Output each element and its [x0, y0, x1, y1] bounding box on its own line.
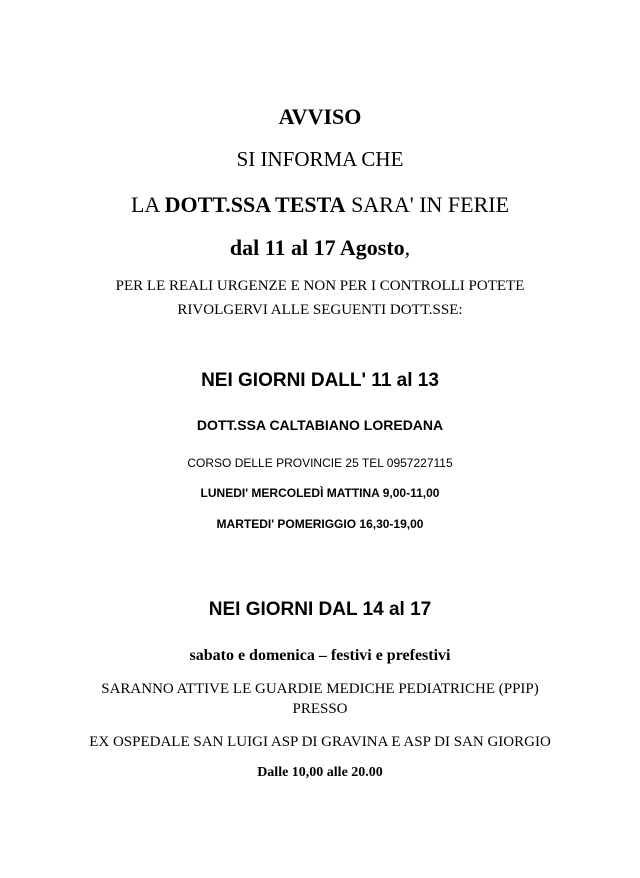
notice-line-inform: SI INFORMA CHE	[236, 147, 404, 171]
section2-info-line-2: PRESSO	[292, 701, 348, 717]
doctor-name: DOTT.SSA TESTA	[164, 192, 346, 217]
line-prefix: LA	[130, 192, 165, 217]
vacation-dates	[0, 235, 640, 261]
section2-hours: Dalle 10,00 alle 20.00	[257, 765, 383, 780]
section1-heading: NEI GIORNI DALL' 11 al 13	[201, 370, 439, 391]
section1-hours-1: LUNEDI' MERCOLEDÌ MATTINA 9,00-11,00	[200, 486, 440, 500]
notice-line-doctor-vacation	[0, 192, 640, 218]
intro-line-1: PER LE REALI URGENZE E NON PER I CONTROLLI POTETE	[115, 278, 525, 294]
vacation-dates-text: dal 11 al 17 Agosto	[229, 235, 405, 260]
section2-heading: NEI GIORNI DAL 14 al 17	[208, 599, 432, 620]
section2-location: EX OSPEDALE SAN LUIGI ASP DI GRAVINA E ASP DI SAN GIORGIO	[89, 734, 551, 750]
section1-doctor: DOTT.SSA CALTABIANO LOREDANA	[196, 417, 444, 433]
section2-days: sabato e domenica – festivi e prefestivi	[189, 647, 451, 664]
intro-line-2: RIVOLGERVI ALLE SEGUENTI DOTT.SSE:	[177, 302, 463, 318]
section1-address: CORSO DELLE PROVINCIE 25 TEL 0957227115	[187, 456, 453, 470]
vacation-dates-punct: ,	[404, 235, 411, 260]
line-suffix: SARA' IN FERIE	[345, 192, 510, 217]
notice-title: AVVISO	[278, 104, 362, 129]
section2-info-line-1: SARANNO ATTIVE LE GUARDIE MEDICHE PEDIATRICHE (PPIP)	[101, 681, 539, 697]
section1-hours-2: MARTEDI' POMERIGGIO 16,30-19,00	[216, 517, 424, 531]
